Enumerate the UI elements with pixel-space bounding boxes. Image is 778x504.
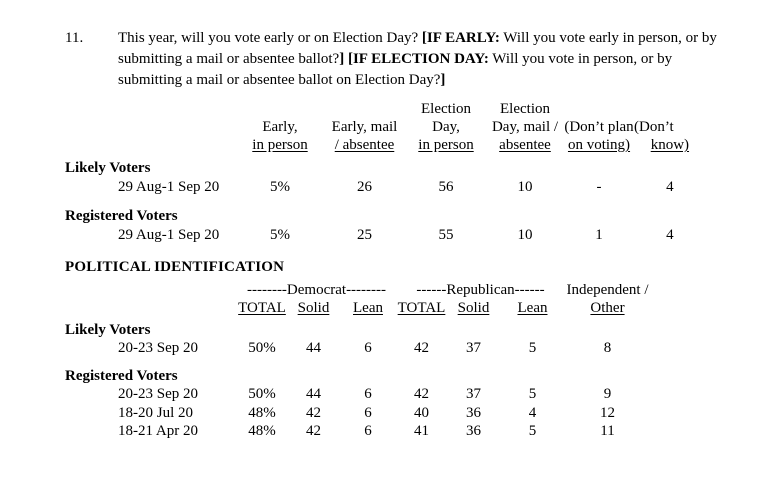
question-segment: Will you vote in person, or by submitting a mail or absentee ballot on Election Day? [118, 51, 673, 88]
data-row [65, 339, 650, 358]
header-line: Early, [262, 119, 298, 135]
pi-group-header-row [65, 281, 650, 299]
question-text [118, 28, 718, 91]
data-value: 41 [414, 423, 429, 439]
row-date: 20-23 Sep 20 [118, 340, 198, 356]
vote-method-column-header [486, 100, 564, 154]
data-value: 5% [270, 226, 290, 243]
data-value: 5 [528, 423, 537, 439]
data-value: 50% [248, 340, 276, 356]
democrat-group-header: --------Democrat-------- [246, 282, 387, 298]
data-value: 6 [364, 423, 372, 439]
data-row [65, 226, 706, 245]
row-date: 18-21 Apr 20 [118, 423, 198, 439]
question-segment: Will you vote early in person, or by submitting a mail or absentee ballot? [118, 30, 717, 67]
data-value: 48% [248, 404, 276, 421]
header-line: in person [418, 137, 474, 153]
data-value: 42 [414, 386, 429, 402]
header-line: (Don’t plan [564, 119, 634, 135]
data-value: 42 [306, 404, 321, 421]
data-value: 4 [666, 178, 674, 195]
vote-method-column-header [406, 100, 486, 154]
row-date: 29 Aug-1 Sep 20 [118, 226, 220, 243]
header-line: Day, [432, 119, 460, 135]
political-identification-table-body [65, 318, 650, 441]
data-value: 42 [414, 340, 429, 356]
data-value: 5% [270, 178, 290, 195]
header-spacer-cell [65, 100, 237, 154]
data-value: 4 [528, 404, 537, 421]
group-label: Registered Voters [65, 208, 178, 224]
data-value: 40 [414, 404, 429, 421]
data-value: 1 [595, 226, 603, 243]
political-identification-table [65, 281, 650, 441]
vote-method-table-body [65, 154, 706, 244]
data-row [65, 178, 706, 197]
row-date: 20-23 Sep 20 [118, 386, 198, 402]
group-row [65, 367, 650, 386]
data-value: 37 [466, 386, 481, 402]
data-value: 4 [666, 226, 674, 243]
data-value: 25 [357, 226, 372, 243]
question-directive: ] [339, 51, 345, 67]
data-value: 44 [306, 386, 321, 402]
data-value: 8 [603, 340, 612, 356]
data-value: - [596, 178, 602, 195]
spacer-cell [65, 358, 650, 367]
spacer-row [65, 196, 706, 207]
group-label: Registered Voters [65, 367, 178, 384]
pi-column-header: Solid [297, 300, 330, 316]
header-line: know) [650, 137, 690, 153]
header-line: in person [252, 137, 308, 153]
header-line: (Don’t [634, 119, 674, 135]
vote-method-table-header [65, 100, 706, 154]
header-line: Early, mail [331, 119, 398, 135]
pi-sub-header-row [65, 299, 650, 318]
header-line: on voting) [567, 137, 631, 153]
data-value: 6 [364, 404, 372, 421]
question-directive: [IF EARLY: [421, 30, 500, 46]
political-identification-heading: POLITICAL IDENTIFICATION [65, 259, 285, 275]
pi-column-header: TOTAL [238, 300, 286, 316]
data-value: 37 [466, 340, 481, 356]
vote-method-column-header [323, 100, 406, 154]
independent-group-header: Independent / [566, 282, 649, 298]
political-identification-table-header [65, 281, 650, 318]
question-number: 11. [65, 30, 84, 46]
group-row [65, 207, 706, 226]
row-date: 29 Aug-1 Sep 20 [118, 178, 220, 195]
data-value: 11 [600, 423, 615, 439]
data-value: 56 [438, 178, 454, 195]
pi-column-header: TOTAL [397, 300, 446, 316]
question-directive: ] [440, 72, 446, 88]
data-value: 48% [248, 423, 276, 439]
vote-method-column-header [237, 100, 323, 154]
vote-method-column-header [564, 100, 634, 154]
header-line: Election [500, 101, 550, 117]
data-value: 5 [528, 386, 537, 402]
question-segment: This year, will you vote early or on Election Day? [118, 30, 422, 46]
vote-method-column-header [634, 100, 706, 154]
row-date: 18-20 Jul 20 [118, 404, 193, 421]
header-line: Election [421, 101, 471, 117]
question-block [65, 28, 718, 91]
data-row [65, 422, 650, 441]
group-row [65, 321, 650, 340]
data-value: 42 [306, 423, 321, 439]
data-value: 36 [466, 404, 481, 421]
pi-column-header: Lean [517, 300, 548, 316]
header-line: Day, mail / [491, 119, 559, 135]
header-spacer-cell [65, 281, 237, 299]
group-label: Likely Voters [65, 160, 151, 176]
header-line: absentee [499, 137, 551, 153]
data-value: 55 [438, 226, 454, 243]
data-value: 5 [528, 340, 537, 356]
data-value: 9 [603, 386, 612, 402]
pi-column-header: Lean [353, 300, 383, 316]
header-line: / absentee [334, 137, 395, 153]
data-row [65, 385, 650, 404]
header-spacer-cell [65, 299, 237, 318]
data-row [65, 404, 650, 423]
data-value: 6 [364, 386, 372, 402]
republican-group-header: ------Republican------ [416, 282, 545, 298]
vote-method-table [65, 100, 706, 244]
vote-method-header-row [65, 100, 706, 154]
data-value: 44 [306, 340, 321, 356]
group-row [65, 159, 706, 178]
question-directive: [IF ELECTION DAY: [347, 51, 489, 67]
group-label: Likely Voters [65, 321, 151, 338]
data-value: 26 [357, 178, 372, 195]
data-value: 10 [517, 226, 533, 243]
pi-column-header: Solid [457, 300, 490, 316]
data-value: 50% [248, 386, 276, 402]
data-value: 12 [600, 404, 615, 421]
pi-column-header: Other [590, 300, 625, 316]
spacer-row [65, 358, 650, 367]
data-value: 6 [364, 340, 372, 356]
spacer-cell [65, 196, 706, 207]
data-value: 36 [466, 423, 481, 439]
data-value: 10 [517, 178, 533, 195]
